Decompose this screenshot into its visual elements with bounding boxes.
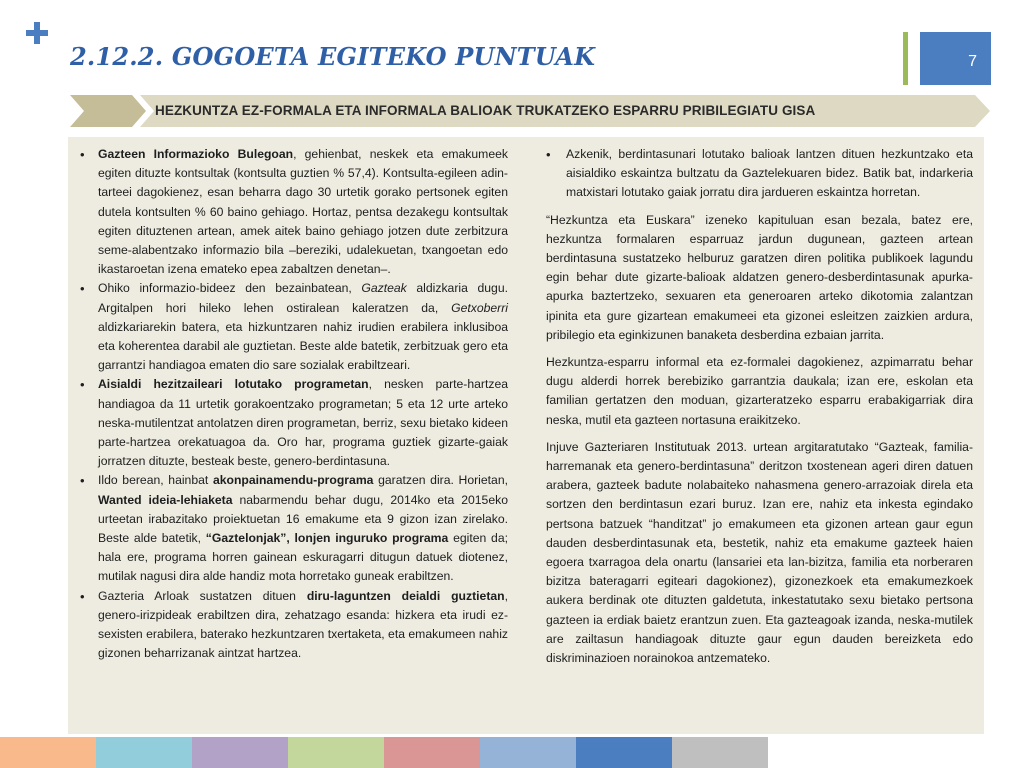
list-item — [80, 471, 508, 586]
body-text: Ohiko informazio-bideez den bezainbatean, — [98, 281, 362, 296]
list-item — [80, 587, 508, 664]
plus-icon — [26, 22, 48, 44]
highlight-text: diru-laguntzen deialdi guztietan — [306, 588, 505, 603]
body-text: aldizkaria dugu. Argitalpen hori hileko lehen ostiralean kaleratzen da, — [98, 281, 508, 315]
left-column — [80, 145, 508, 663]
body-text: Gazteria Arloak sustatzen dituen — [98, 588, 307, 603]
body-text: , genero-irizpideak erabiltzen dira, zehatzago esanda: hizkera eta irudi ez-sexisten erabilera, baterako hezkuntzaren txertaketa, eta emakumeen nahiz gizonen beharrizanak aintzat hartzea. — [98, 588, 508, 661]
italic-text: Getxoberri — [451, 300, 508, 315]
paragraph: Hezkuntza-esparru informal eta ez-formalei dagokienez, azpimarratu behar dugu alderdi horrek berebiziko garrantzia daukala; izan ere, eskolan eta familian gertatzen den moduan, gizarteratzeko esparru erabakigarriak dira neska, mutil eta gazteen nortasuna eraikitzeko. — [546, 355, 973, 427]
right-column — [546, 145, 973, 676]
banner-chevron-left — [70, 95, 146, 127]
footer-color-block — [576, 737, 672, 768]
bullet-icon: • — [80, 377, 85, 393]
banner-text: HEZKUNTZA EZ-FORMALA ETA INFORMALA BALIOAK TRUKATZEKO ESPARRU PRIBILEGIATU GISA — [155, 103, 816, 118]
bullet-icon: • — [80, 147, 85, 162]
paragraph: “Hezkuntza eta Euskara” izeneko kapituluan esan bezala, batez ere, hezkuntza formalaren esparruaz jardun dugunean, gazteen artean berdintasuna sustatzeko helburuz garatzen diren politika publikoek lagundu egin behar dute gizarte-balioak aldatzen genero-desberdintasunak apurka-apurka baztertzeko, sexuaren eta generoaren arteko dikotomia zalantzan ipinita eta gure gizartean emakumeei eta gizonei esleitzen zaizkien ardura, pribilegio eta eginkizunen banaketa desberdina ezbaian jarrita. — [546, 212, 973, 342]
footer-color-block — [0, 737, 96, 768]
body-text: , gehienbat, neskek eta emakumeek egiten dituzte kontsultak (kontsulta guztien % 57,4). Kontsulta-egileen adin-tarteei dagokienez, esan beharra dago 30 urtetik gorako pertsonek egiten dutela kontsulten % 60 baino gehiago. Hortaz, pentsa dezakegu kontsultak egiten dituztenen artean, amek aitek baino gehiago jotzen dute zerbitzura seme-alabentzako informazio bila –bereziki, udalekuetan, txangoetan edo ikastaroetan izena emateko epea zabaltzen denetan–. — [98, 147, 508, 277]
body-text: egiten da; hala ere, programa horren gainean eskuragarri ditugun datuek diotenez, mutilak nagusi dira alde handiz mota horretako guneak erabiltzen. — [98, 531, 508, 584]
body-text: nabarmendu behar dugu, 2014ko eta 2015eko urteetan irabazitako proiektuetan 16 emakume eta 9 gizon izan zirelako. Beste alde batetik, — [98, 492, 508, 546]
footer-color-block — [288, 737, 384, 768]
body-text: Azkenik, berdintasunari lotutako balioak lantzen dituen hezkuntzako eta aisialdiko eskaintza bultzatu da Gaztelekuaren bidez. Batik bat, indarkeria matxistari lotutako gaiak jorratu dira jardueren eskaintza horretan. — [566, 147, 973, 200]
page-number — [920, 32, 991, 85]
highlight-text: Gazteen Informazioko Bulegoan — [98, 147, 294, 161]
footer-color-strip — [0, 737, 768, 768]
list-item — [80, 145, 508, 279]
list-item — [546, 145, 973, 203]
bullet-icon: • — [80, 281, 85, 297]
slide-title: 2.12.2. GOGOETA EGITEKO PUNTUAK — [70, 42, 596, 71]
highlight-text: “Gaztelonjak”, lonjen inguruko programa — [205, 531, 449, 546]
footer-color-block — [672, 737, 768, 768]
footer-color-block — [480, 737, 576, 768]
paragraph: Injuve Gazteriaren Institutuak 2013. urtean argitaratutako “Gazteak, familia-harremanak eta genero-berdintasuna” deritzon txostenean ageri diren datuen arabera, gazteek badute nolabaiteko nahasmena genero-arrazoiak direla eta sortzen den berdintasun ezari buruz. Izan ere, nahiz eta inkesta egindako pertsona batzuek “handitzat” jo emakumeen eta gizonen artean gaur egun dauden desberdintasunak eta, bestetik, nahiz eta emakume gazteek haien egoera txarragoa dela onartu (lansariei eta lan-bizitza, familia eta norberaren bizitza bateragarri egiteari dagokionez), gizonezkoek eta emakumezkoek aukera berdinak ote dituzten galdetuta, inkestatutako sexu bietako pertsona gazteen ia erdiak baietz erantzun zuen. Eta gazteagoak izanda, neska-mutilek are zailtasun handiagoak dituzte gaur egun dauden bereizketa edo diskriminazioen norainokoa antzemateko. — [546, 439, 973, 666]
italic-text: Gazteak — [361, 281, 407, 296]
highlight-text: Wanted ideia-lehiaketa — [98, 492, 233, 507]
bullet-icon: • — [80, 588, 85, 604]
bullet-icon: • — [546, 147, 551, 162]
accent-bar — [903, 32, 908, 85]
body-text: aldizkariarekin batera, eta hizkuntzaren nahiz irudien erabilera inklusiboa eta koherentea darabil ale guztietan. Beste alde batetik, zerbitzuak gero eta garrantzi handiagoa ematen dio sare sozialak erabiltzeari. — [98, 319, 508, 373]
footer-color-block — [384, 737, 480, 768]
section-banner — [70, 95, 990, 127]
footer-color-block — [192, 737, 288, 768]
footer-color-block — [96, 737, 192, 768]
highlight-text: Aisialdi hezitzaileari lotutako programetan — [98, 377, 369, 392]
content-panel — [68, 137, 984, 734]
list-item — [80, 279, 508, 375]
page-number-text: 7 — [968, 53, 977, 70]
body-text: garatzen dira. Horietan, — [373, 473, 508, 488]
body-text: , nesken parte-hartzea handiagoa da 11 urtetik gorakoentzako programetan; 5 eta 12 urte arteko neska-mutilentzat antolatzen diren programetan, berriz, sexu bietako kideen parte-hartzea orekatuagoa da. Oro har, programa guztiek gizarte-gaiak jorratzen dituzte, besteak beste, genero-berdintasuna. — [98, 377, 508, 469]
body-text: Ildo berean, hainbat — [98, 473, 213, 488]
bullet-icon: • — [80, 473, 85, 489]
list-item — [80, 375, 508, 471]
highlight-text: akonpainamendu-programa — [212, 473, 374, 488]
